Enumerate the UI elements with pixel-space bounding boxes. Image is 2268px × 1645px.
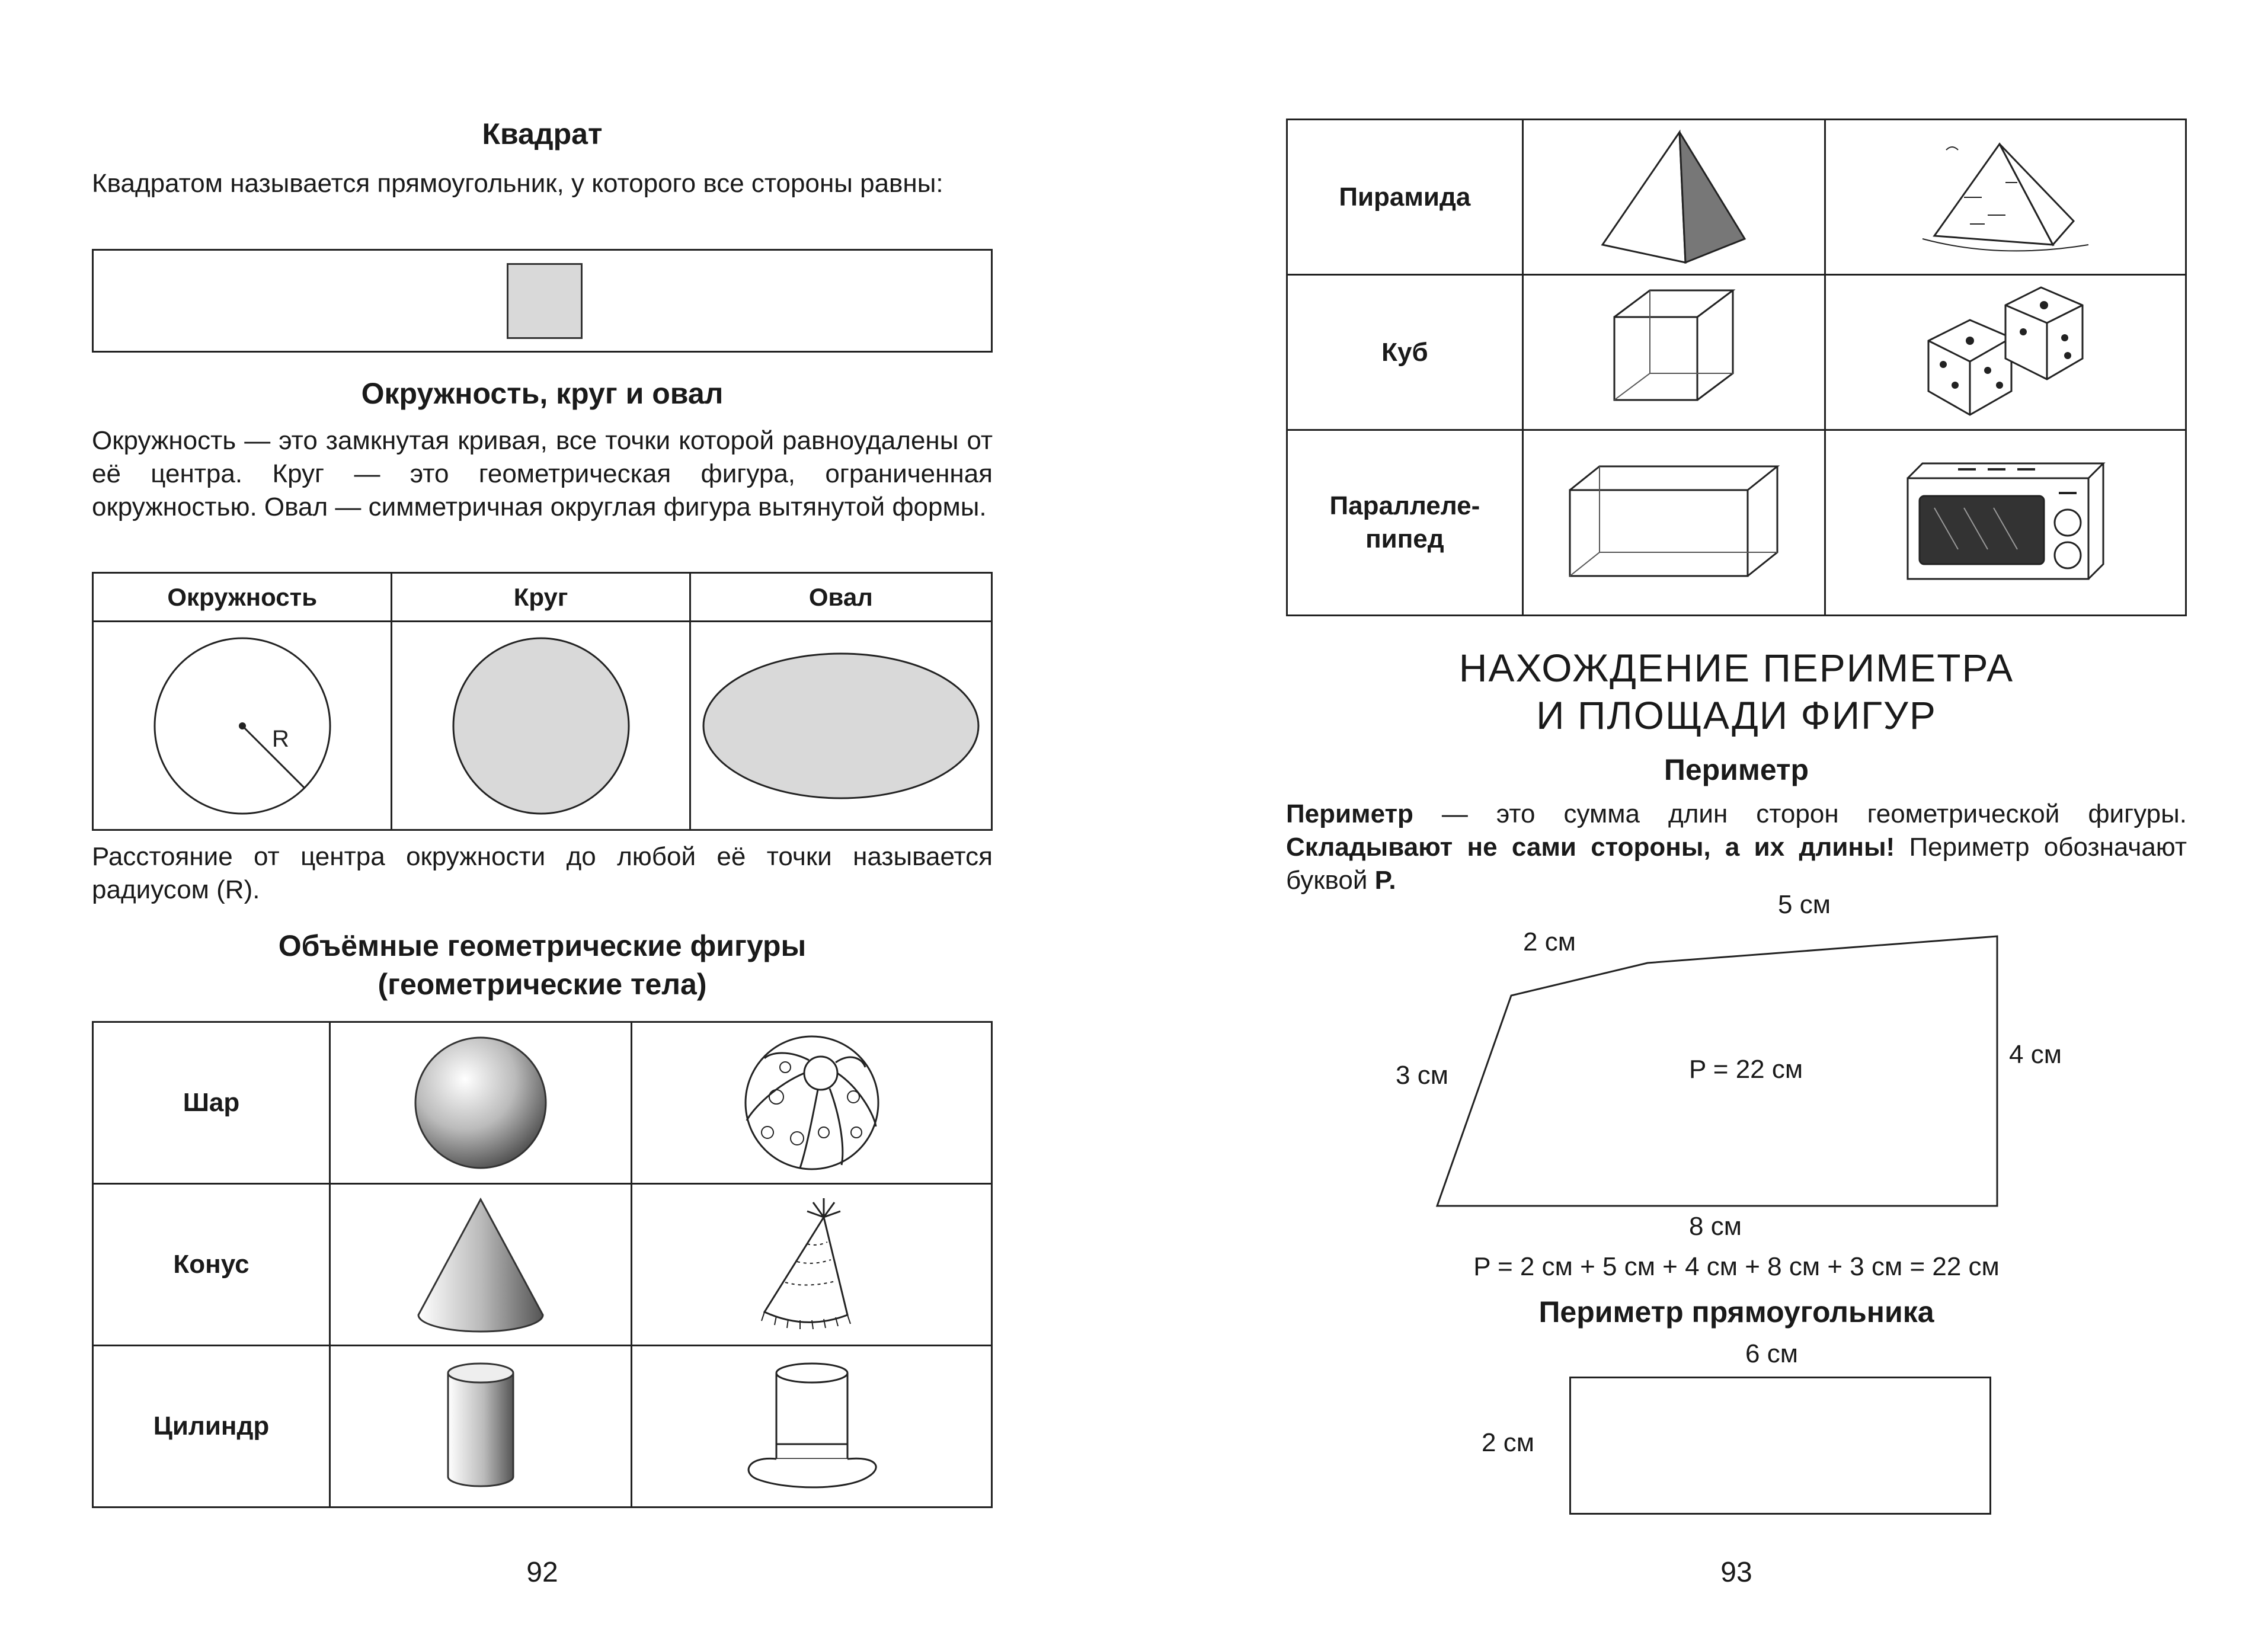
cone-drawing-cell	[330, 1184, 632, 1346]
microwave-icon	[1899, 452, 2112, 594]
party-hat-drawing-cell	[632, 1184, 992, 1346]
label-cylinder: Цилиндр	[93, 1346, 330, 1508]
pyramid-drawing-cell	[1522, 120, 1825, 275]
right-page	[1286, 0, 2187, 1645]
circle-title: Окружность, круг и овал	[361, 377, 724, 410]
perimeter-definition	[1286, 798, 2187, 897]
page-number-right: 93	[1720, 1557, 1752, 1588]
cylinder-drawing-cell	[330, 1346, 632, 1508]
solids-title-2: (геометрические тела)	[378, 968, 707, 1001]
perimeter-emphasis: Складывают не сами стороны, а их длины!	[1286, 833, 1895, 862]
page-number-left: 92	[526, 1557, 558, 1588]
rectangle-perimeter-title: Периметр прямоугольника	[1538, 1295, 1934, 1329]
left-page	[92, 0, 993, 1645]
cone-icon	[410, 1193, 552, 1336]
cube-drawing-cell	[1522, 275, 1825, 430]
sphere-drawing-cell	[330, 1022, 632, 1184]
pyramid-icon	[1591, 126, 1757, 268]
solids-title-1: Объёмные геометрические фигуры	[278, 929, 807, 962]
polygon-side-left: 3 см	[1396, 1061, 1448, 1090]
shapes-table	[92, 572, 993, 831]
square-title: Квадрат	[482, 117, 603, 151]
label-sphere: Шар	[93, 1022, 330, 1184]
square-definition: Квадратом называется прямоугольник, у которого все стороны равны:	[92, 169, 943, 198]
square-figure-box	[92, 249, 993, 353]
sphere-icon	[410, 1032, 552, 1174]
header-circle-line: Окружность	[93, 573, 392, 622]
circle-outline-figure	[148, 631, 337, 821]
beach-ball-icon	[741, 1032, 883, 1174]
perimeter-title: Периметр	[1664, 753, 1809, 786]
dice-icon	[1917, 281, 2094, 424]
ball-drawing-cell	[632, 1022, 992, 1184]
party-hat-icon	[741, 1193, 883, 1336]
perimeter-letter: P.	[1374, 866, 1396, 895]
rectangle-figure	[1569, 1377, 1991, 1515]
label-pyramid: Пирамида	[1287, 120, 1523, 275]
perimeter-term: Периметр	[1286, 799, 1413, 828]
egypt-pyramids-icon	[1911, 126, 2100, 268]
polygon-perimeter-value: P = 22 см	[1689, 1055, 1803, 1084]
cube-icon	[1602, 281, 1745, 424]
disc-cell	[392, 622, 690, 830]
label-cube: Куб	[1287, 275, 1523, 430]
radius-definition: Расстояние от центра окружности до любой её точки называется радиусом (R).	[92, 842, 993, 904]
label-parallelepiped: Параллеле- пипед	[1287, 430, 1523, 616]
polygon-side-top-left: 2 см	[1523, 927, 1576, 956]
top-hat-icon	[735, 1355, 889, 1497]
parallelepiped-icon	[1564, 457, 1783, 588]
label-cone: Конус	[93, 1184, 330, 1346]
oval-cell	[690, 622, 991, 830]
circle-cell	[93, 622, 392, 830]
section-title-1: НАХОЖДЕНИЕ ПЕРИМЕТРА	[1458, 646, 2014, 690]
oval-figure	[699, 649, 983, 803]
disc-figure	[446, 631, 636, 821]
polygon-side-top: 5 см	[1778, 890, 1831, 919]
perimeter-formula: P = 2 см + 5 см + 4 см + 8 см + 3 см = 22 см	[1473, 1252, 2000, 1281]
square-shape	[507, 263, 583, 339]
egypt-pyramid-drawing-cell	[1825, 120, 2186, 275]
rectangle-height-label: 2 см	[1482, 1428, 1534, 1457]
perimeter-rest-text: Периметр обозначают буквой	[1286, 833, 2187, 895]
radius-label: R	[271, 725, 289, 752]
circle-definition: Окружность — это замкнутая кривая, все точки которой равноудалены от её центра. Круг — это геометрическая фигура, ограниченная окружностью. Овал — симметричная округлая фигура вытянутой формы.	[92, 426, 993, 521]
header-oval: Овал	[690, 573, 991, 622]
section-title-2: И ПЛОЩАДИ ФИГУР	[1536, 693, 1937, 737]
cylinder-icon	[410, 1355, 552, 1497]
dice-drawing-cell	[1825, 275, 2186, 430]
top-hat-drawing-cell	[632, 1346, 992, 1508]
polygon-side-bottom: 8 см	[1689, 1212, 1742, 1241]
header-disc: Круг	[392, 573, 690, 622]
solids-table-left	[92, 1021, 993, 1508]
perimeter-def-text: — это сумма длин сторон геометрической фигуры.	[1413, 799, 2187, 828]
parallelepiped-drawing-cell	[1522, 430, 1825, 616]
microwave-drawing-cell	[1825, 430, 2186, 616]
rectangle-width-label: 6 см	[1745, 1339, 1798, 1368]
solids-table-right	[1286, 119, 2187, 616]
polygon-side-right: 4 см	[2009, 1040, 2062, 1069]
